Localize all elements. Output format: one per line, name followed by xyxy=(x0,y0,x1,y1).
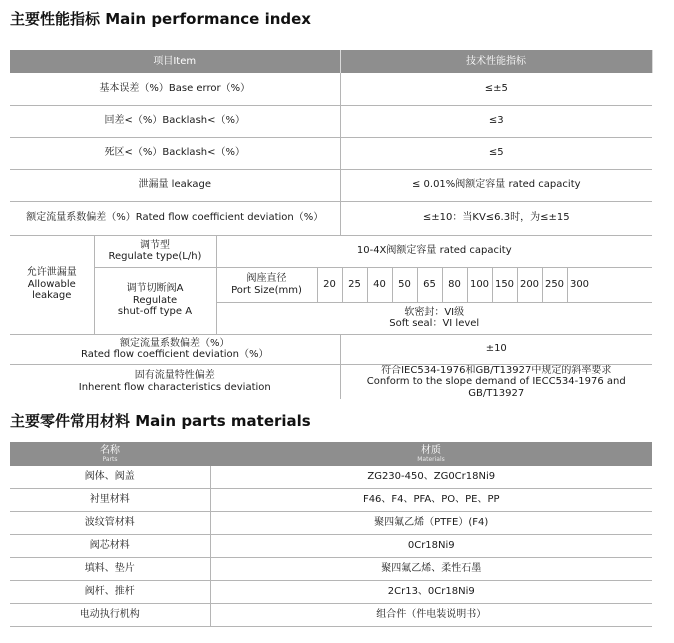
part-material: ZG230-450、ZG0Cr18Ni9 xyxy=(210,466,652,489)
rated-flow-value: ±10 xyxy=(340,334,652,364)
row-value: ≤±10：当KV≤6.3时，为≤±15 xyxy=(340,201,652,235)
table-row xyxy=(10,169,652,201)
row-label: 死区<（%）Backlash<（%） xyxy=(10,137,340,169)
shutoff-type-en2: shut-off type A xyxy=(117,306,193,318)
part-material: F46、F4、PFA、PO、PE、PP xyxy=(210,489,652,512)
soft-seal-en: Soft seal：VI level xyxy=(389,318,480,329)
regulate-type-cn: 调节型 xyxy=(140,239,170,251)
part-name: 衬里材料 xyxy=(10,489,210,512)
shutoff-type-label xyxy=(94,267,216,334)
allowable-leakage-en1: Allowable xyxy=(27,278,76,290)
allowable-leakage-en2: leakage xyxy=(32,290,72,302)
port-size-value: 300 xyxy=(569,278,590,290)
port-size-value: 65 xyxy=(418,268,443,302)
column-header-spec: 技术性能指标 xyxy=(340,50,652,73)
table-row xyxy=(10,105,652,137)
part-name: 阀芯材料 xyxy=(10,535,210,558)
allowable-leakage-cn: 允许泄漏量 xyxy=(26,267,77,279)
table-row xyxy=(10,558,652,581)
column-header-parts-en: Parts xyxy=(102,456,118,464)
row-label: 基本误差（%）Base error（%） xyxy=(10,73,340,105)
port-size-value: 200 xyxy=(518,268,543,302)
row-label: 泄漏量 leakage xyxy=(10,169,340,201)
rated-flow-en: Rated flow coefficient deviation（%） xyxy=(80,349,269,360)
part-name: 填料、垫片 xyxy=(10,558,210,581)
shutoff-type-cn: 调节切断阀A xyxy=(126,283,184,295)
table-row xyxy=(10,512,652,535)
row-label: 额定流量系数偏差（%）Rated flow coefficient deviation（%） xyxy=(10,201,340,235)
row-value: ≤ 0.01%阀额定容量 rated capacity xyxy=(340,169,652,201)
inherent-flow-value-en: Conform to the slope demand of IECC534-1976 and GB/T13927 xyxy=(366,376,626,399)
part-material: 2Cr13、0Cr18Ni9 xyxy=(210,581,652,604)
table-row xyxy=(10,73,652,105)
row-value: ≤±5 xyxy=(340,73,652,105)
materials-table xyxy=(10,442,652,627)
column-header-materials-en: Materials xyxy=(417,456,445,464)
port-size-value: 40 xyxy=(368,268,393,302)
port-size-cn: 阀座直径 xyxy=(246,273,287,284)
port-size-value: 20 xyxy=(318,268,343,302)
part-name: 阀杆、推杆 xyxy=(10,581,210,604)
port-size-value: 250 xyxy=(543,268,568,302)
part-material: 组合件（件电装说明书） xyxy=(210,604,652,627)
part-name: 电动执行机构 xyxy=(10,604,210,627)
row-label: 回差<（%）Backlash<（%） xyxy=(10,105,340,137)
port-size-value: 150 xyxy=(493,268,518,302)
rated-flow-cn: 额定流量系数偏差（%） xyxy=(119,337,230,349)
regulate-type-en: Regulate type(L/h) xyxy=(108,251,202,262)
table-row xyxy=(10,334,652,364)
soft-seal-value xyxy=(216,302,652,334)
port-size-value: 25 xyxy=(343,268,368,302)
materials-section-title: 主要零件常用材料 Main parts materials xyxy=(10,412,311,430)
port-size-label xyxy=(217,268,318,302)
row-value: ≤5 xyxy=(340,137,652,169)
allowable-leakage-label xyxy=(10,235,94,334)
regulate-type-label xyxy=(94,235,216,267)
row-value: ≤3 xyxy=(340,105,652,137)
performance-section-title: 主要性能指标 Main performance index xyxy=(10,10,311,28)
table-row xyxy=(10,581,652,604)
table-row xyxy=(10,466,652,489)
column-header-parts-cn: 名称 xyxy=(100,444,120,456)
inherent-flow-value-cn: 符合IEC534-1976和GB/T13927中规定的斜率要求 xyxy=(381,364,612,376)
port-size-row xyxy=(216,267,652,302)
table-row xyxy=(10,137,652,169)
port-size-value: 50 xyxy=(393,268,418,302)
port-size-value: 80 xyxy=(443,268,468,302)
soft-seal-cn: 软密封：VI级 xyxy=(404,306,465,318)
table-row xyxy=(10,235,652,267)
inherent-flow-label xyxy=(10,364,340,399)
part-material: 0Cr18Ni9 xyxy=(210,535,652,558)
table-row xyxy=(10,364,652,399)
table-row xyxy=(10,604,652,627)
port-size-en: Port Size(mm) xyxy=(231,284,302,296)
shutoff-type-en1: Regulate xyxy=(132,294,178,306)
performance-table xyxy=(10,50,653,399)
table-row xyxy=(10,201,652,235)
inherent-flow-value xyxy=(340,364,652,399)
port-size-value: 100 xyxy=(468,268,493,302)
part-name: 波纹管材料 xyxy=(10,512,210,535)
regulate-type-value: 10-4X阀额定容量 rated capacity xyxy=(216,235,652,267)
table-row xyxy=(10,535,652,558)
column-header-item: 项目Item xyxy=(10,50,340,73)
table-row xyxy=(10,489,652,512)
column-header-parts xyxy=(10,442,210,466)
table-row xyxy=(10,267,652,302)
inherent-flow-en: Inherent flow characteristics deviation xyxy=(78,381,271,393)
part-material: 聚四氟乙烯（PTFE）(F4) xyxy=(210,512,652,535)
column-header-materials-cn: 材质 xyxy=(421,444,441,456)
rated-flow-label xyxy=(10,334,340,364)
part-material: 聚四氟乙烯、柔性石墨 xyxy=(210,558,652,581)
column-header-materials xyxy=(210,442,652,466)
part-name: 阀体、阀盖 xyxy=(10,466,210,489)
inherent-flow-cn: 固有流量特性偏差 xyxy=(134,370,215,382)
